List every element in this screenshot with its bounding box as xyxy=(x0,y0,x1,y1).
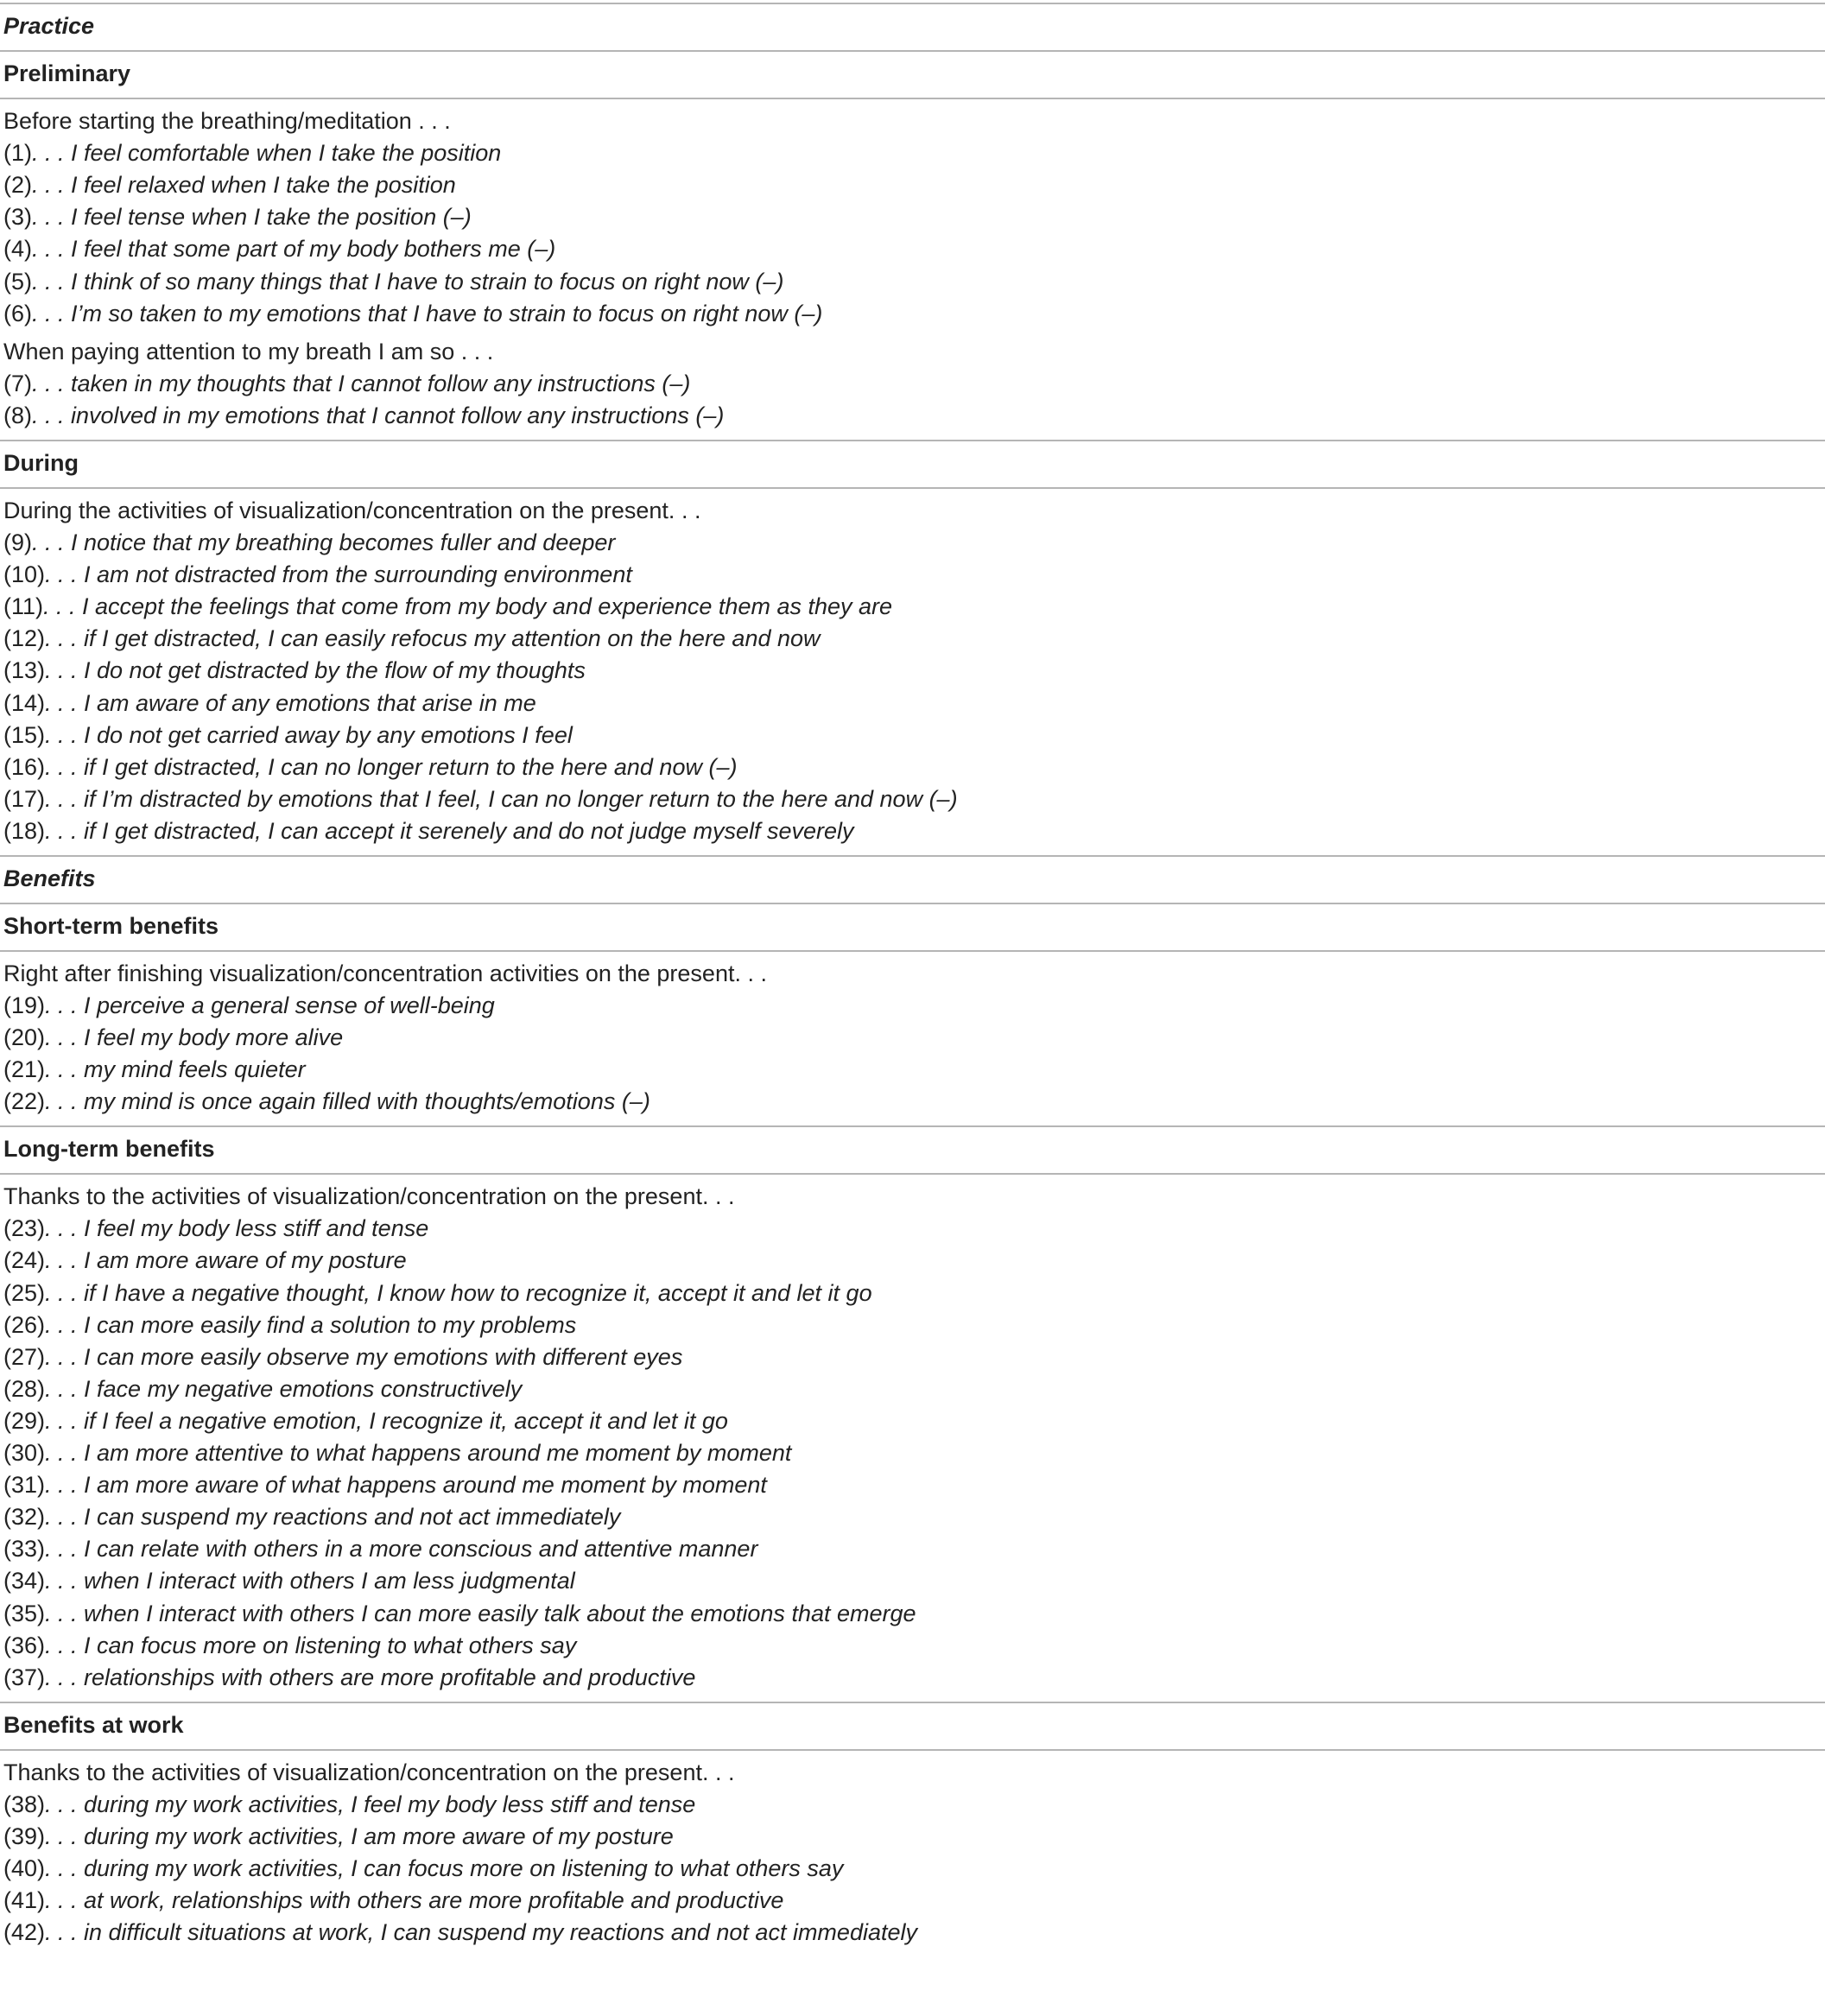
list-item xyxy=(3,1469,767,1501)
list-item xyxy=(3,591,892,623)
list-item xyxy=(3,137,501,169)
list-item xyxy=(3,233,555,265)
list-item xyxy=(3,1213,428,1245)
item-number: (35) xyxy=(3,1601,46,1626)
list-item xyxy=(3,751,737,783)
subsection-title: Long-term benefits xyxy=(3,1136,215,1162)
item-text: . . . if I get distracted, I can no longer return to the here and now (–) xyxy=(45,754,738,780)
list-item xyxy=(3,1054,306,1086)
subsection-title: Short-term benefits xyxy=(3,913,219,939)
item-text: . . . I feel that some part of my body bothers me (–) xyxy=(32,236,556,262)
item-number: (22) xyxy=(3,1088,46,1114)
item-number: (41) xyxy=(3,1887,46,1913)
item-number: (4) xyxy=(3,236,32,262)
item-text: . . . I am more aware of my posture xyxy=(45,1247,407,1273)
item-text: . . . relationships with others are more profitable and productive xyxy=(45,1664,696,1690)
item-text: . . . I can relate with others in a more conscious and attentive manner xyxy=(45,1536,758,1562)
item-number: (32) xyxy=(3,1504,46,1530)
item-number: (37) xyxy=(3,1664,46,1690)
item-number: (42) xyxy=(3,1919,46,1945)
block-intro: Before starting the breathing/meditation . . . xyxy=(3,108,451,134)
divider xyxy=(0,1749,1825,1751)
item-text: . . . when I interact with others I can more easily talk about the emotions that emerge xyxy=(45,1601,916,1626)
divider xyxy=(0,855,1825,857)
list-item xyxy=(3,688,536,720)
list-item xyxy=(3,1373,522,1405)
item-text: . . . if I feel a negative emotion, I recognize it, accept it and let it go xyxy=(45,1408,728,1434)
item-text: . . . if I get distracted, I can accept it serenely and do not judge myself severely xyxy=(45,818,854,844)
item-number: (3) xyxy=(3,204,32,230)
divider xyxy=(0,950,1825,952)
item-number: (28) xyxy=(3,1376,46,1402)
item-text: . . . I am more attentive to what happens around me moment by moment xyxy=(45,1440,792,1466)
item-number: (10) xyxy=(3,561,46,587)
item-number: (24) xyxy=(3,1247,46,1273)
item-text: . . . I notice that my breathing becomes fuller and deeper xyxy=(32,529,616,555)
item-number: (30) xyxy=(3,1440,46,1466)
item-number: (20) xyxy=(3,1024,46,1050)
subsection-title: Benefits at work xyxy=(3,1712,184,1738)
item-text: . . . I think of so many things that I have to strain to focus on right now (–) xyxy=(32,269,784,295)
divider xyxy=(0,1702,1825,1703)
divider xyxy=(0,903,1825,904)
item-number: (25) xyxy=(3,1280,46,1306)
item-number: (36) xyxy=(3,1632,46,1658)
list-item xyxy=(3,990,495,1022)
list-item xyxy=(3,623,821,655)
list-item xyxy=(3,1086,650,1118)
divider xyxy=(0,98,1825,99)
list-item xyxy=(3,1245,407,1277)
item-number: (5) xyxy=(3,269,32,295)
block-intro: Thanks to the activities of visualization/concentration on the present. . . xyxy=(3,1759,735,1785)
item-text: . . . I am not distracted from the surrounding environment xyxy=(45,561,632,587)
list-item xyxy=(3,400,724,432)
list-item xyxy=(3,298,822,330)
item-text: . . . in difficult situations at work, I can suspend my reactions and not act immediately xyxy=(45,1919,917,1945)
item-number: (39) xyxy=(3,1823,46,1849)
item-number: (29) xyxy=(3,1408,46,1434)
list-item xyxy=(3,1821,674,1853)
section-title: Benefits xyxy=(3,865,96,891)
item-text: . . . I can suspend my reactions and not act immediately xyxy=(45,1504,621,1530)
item-text: . . . I’m so taken to my emotions that I have to strain to focus on right now (–) xyxy=(32,301,823,326)
item-number: (12) xyxy=(3,625,46,651)
item-number: (2) xyxy=(3,172,32,198)
list-item xyxy=(3,527,615,559)
item-number: (1) xyxy=(3,140,32,166)
list-item xyxy=(3,1277,872,1309)
item-number: (8) xyxy=(3,403,32,428)
item-number: (18) xyxy=(3,818,46,844)
list-item xyxy=(3,1405,728,1437)
item-number: (16) xyxy=(3,754,46,780)
divider xyxy=(0,487,1825,489)
item-number: (31) xyxy=(3,1472,46,1498)
item-number: (6) xyxy=(3,301,32,326)
list-item xyxy=(3,1309,576,1341)
list-item xyxy=(3,1885,783,1917)
section-title: Practice xyxy=(3,13,95,39)
divider xyxy=(0,50,1825,52)
list-item xyxy=(3,1598,916,1630)
item-text: . . . taken in my thoughts that I cannot follow any instructions (–) xyxy=(32,371,691,396)
block-intro: When paying attention to my breath I am so . . . xyxy=(3,339,494,365)
item-number: (11) xyxy=(3,593,44,619)
subsection-title: Preliminary xyxy=(3,60,131,86)
list-item xyxy=(3,1533,757,1565)
item-text: . . . if I have a negative thought, I know how to recognize it, accept it and let it go xyxy=(45,1280,872,1306)
list-item xyxy=(3,169,456,201)
list-item xyxy=(3,1917,917,1949)
item-text: . . . I am aware of any emotions that arise in me xyxy=(45,690,536,716)
item-number: (21) xyxy=(3,1056,46,1082)
item-text: . . . at work, relationships with others are more profitable and productive xyxy=(45,1887,784,1913)
list-item xyxy=(3,1630,576,1662)
item-text: . . . my mind feels quieter xyxy=(45,1056,306,1082)
list-item xyxy=(3,559,632,591)
item-text: . . . during my work activities, I am more aware of my posture xyxy=(45,1823,674,1849)
item-text: . . . I do not get carried away by any emotions I feel xyxy=(45,722,573,748)
block-intro: Thanks to the activities of visualization/concentration on the present. . . xyxy=(3,1183,735,1209)
block-intro: Right after finishing visualization/concentration activities on the present. . . xyxy=(3,960,767,986)
item-text: . . . I can focus more on listening to what others say xyxy=(45,1632,577,1658)
item-text: . . . if I’m distracted by emotions that I feel, I can no longer return to the here and now (–) xyxy=(45,786,958,812)
divider xyxy=(0,440,1825,441)
item-number: (27) xyxy=(3,1344,46,1370)
item-number: (14) xyxy=(3,690,46,716)
list-item xyxy=(3,655,586,687)
list-item xyxy=(3,1022,343,1054)
item-text: . . . I am more aware of what happens around me moment by moment xyxy=(45,1472,767,1498)
list-item xyxy=(3,1501,620,1533)
list-item xyxy=(3,266,783,298)
item-text: . . . I perceive a general sense of well-being xyxy=(45,992,495,1018)
subsection-title: During xyxy=(3,450,79,476)
item-number: (13) xyxy=(3,657,46,683)
item-text: . . . I feel my body less stiff and tense xyxy=(45,1215,429,1241)
list-item xyxy=(3,368,690,400)
item-text: . . . during my work activities, I feel my body less stiff and tense xyxy=(45,1791,696,1817)
item-number: (23) xyxy=(3,1215,46,1241)
item-text: . . . if I get distracted, I can easily refocus my attention on the here and now xyxy=(45,625,821,651)
list-item xyxy=(3,1341,682,1373)
list-item xyxy=(3,201,472,233)
item-text: . . . I accept the feelings that come from my body and experience them as they are xyxy=(43,593,893,619)
divider xyxy=(0,3,1825,4)
list-item xyxy=(3,1853,843,1885)
item-number: (26) xyxy=(3,1312,46,1338)
item-number: (17) xyxy=(3,786,46,812)
item-number: (7) xyxy=(3,371,32,396)
divider xyxy=(0,1173,1825,1175)
item-number: (15) xyxy=(3,722,46,748)
item-number: (9) xyxy=(3,529,32,555)
item-text: . . . I feel relaxed when I take the position xyxy=(32,172,456,198)
item-number: (33) xyxy=(3,1536,46,1562)
item-number: (40) xyxy=(3,1855,46,1881)
list-item xyxy=(3,1789,695,1821)
divider xyxy=(0,1125,1825,1127)
item-text: . . . I do not get distracted by the flow of my thoughts xyxy=(45,657,586,683)
item-text: . . . involved in my emotions that I cannot follow any instructions (–) xyxy=(32,403,725,428)
item-text: . . . I can more easily observe my emotions with different eyes xyxy=(45,1344,683,1370)
list-item xyxy=(3,783,958,815)
item-text: . . . I feel comfortable when I take the position xyxy=(32,140,502,166)
item-number: (34) xyxy=(3,1568,46,1594)
item-text: . . . when I interact with others I am less judgmental xyxy=(45,1568,575,1594)
list-item xyxy=(3,720,573,751)
item-text: . . . I can more easily find a solution to my problems xyxy=(45,1312,577,1338)
item-number: (19) xyxy=(3,992,46,1018)
item-text: . . . my mind is once again filled with thoughts/emotions (–) xyxy=(45,1088,650,1114)
item-text: . . . during my work activities, I can focus more on listening to what others say xyxy=(45,1855,844,1881)
block-intro: During the activities of visualization/concentration on the present. . . xyxy=(3,498,701,523)
list-item xyxy=(3,815,854,847)
item-text: . . . I face my negative emotions constructively xyxy=(45,1376,523,1402)
list-item xyxy=(3,1437,791,1469)
list-item xyxy=(3,1662,695,1694)
item-text: . . . I feel tense when I take the position (–) xyxy=(32,204,472,230)
item-number: (38) xyxy=(3,1791,46,1817)
list-item xyxy=(3,1565,575,1597)
item-text: . . . I feel my body more alive xyxy=(45,1024,344,1050)
